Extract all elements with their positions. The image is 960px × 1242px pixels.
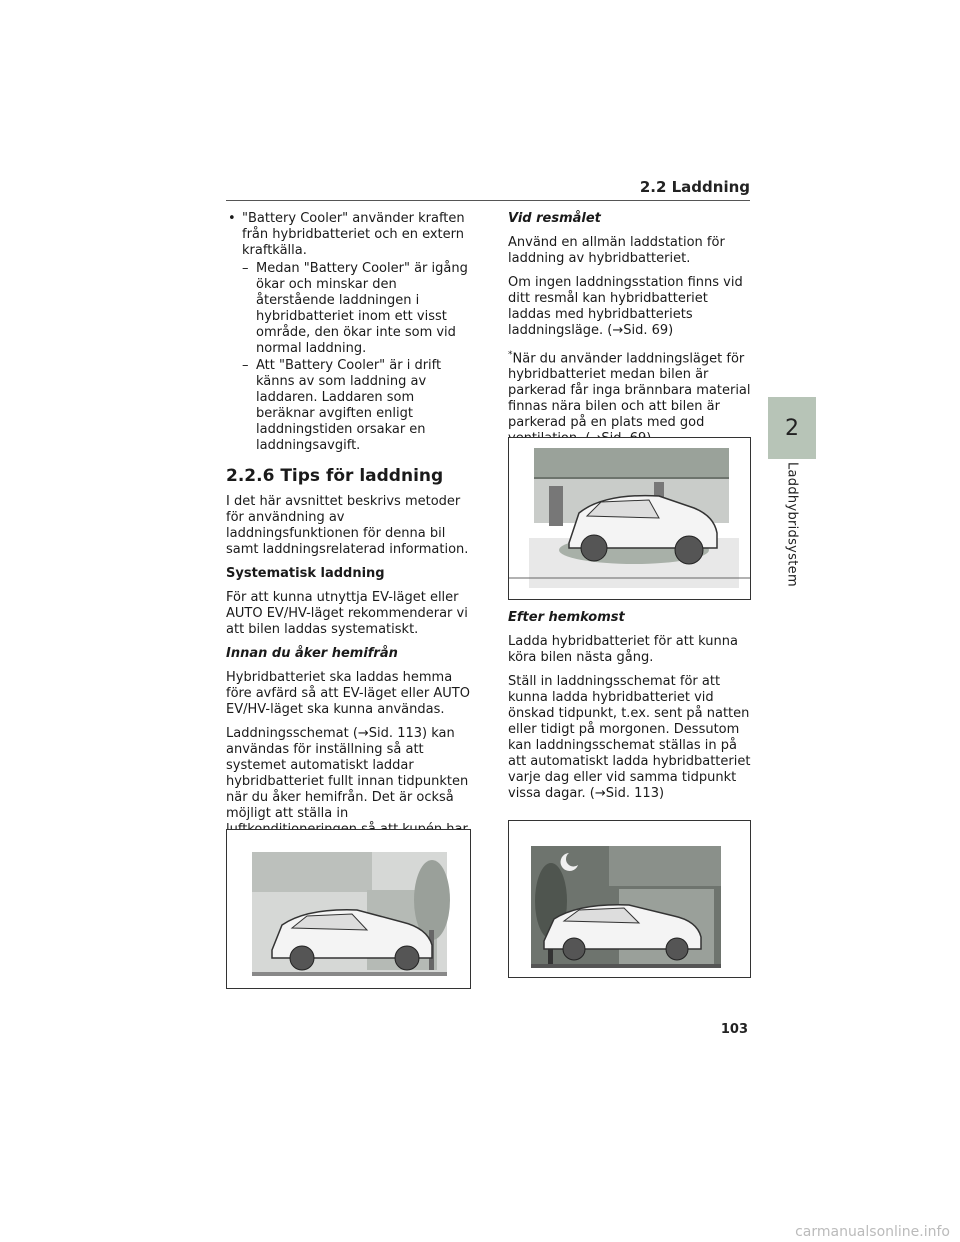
destination-paragraph-1: Använd en allmän laddstation för laddning av hybridbatteriet. xyxy=(508,235,725,266)
chapter-tab: 2 xyxy=(768,397,816,459)
dash-item-2: – Att "Battery Cooler" är i drift känns av som laddning av laddaren. Laddaren som beräknar avgiften enligt laddningstiden orsakar en laddningsavgift. xyxy=(226,358,474,454)
systematic-paragraph: För att kunna utnyttja EV-läget eller AUTO EV/HV-läget rekommenderar vi att bilen laddas systematiskt. xyxy=(226,590,468,637)
after-home-paragraph-2: Ställ in laddningsschemat för att kunna ladda hybridbatteriet vid önskad tidpunkt, t.ex. sent på natten eller tidigt på morgonen. Dessutom kan laddningsschemat ställas in på att automatiskt ladda hybridbatteriet varje dag eller vid samma tidpunkt vissa dagar. (→Sid. 113) xyxy=(508,674,751,801)
systematic-heading: Systematisk laddning xyxy=(226,566,385,581)
after-home-paragraph-1: Ladda hybridbatteriet för att kunna köra bilen nästa gång. xyxy=(508,634,738,665)
figure-home-day xyxy=(226,829,471,989)
footnote-text: När du använder laddningsläget för hybridbatteriet medan bilen är parkerad får inga brännbara material finnas nära bilen och att bilen är parkerad på en plats med god xyxy=(508,351,751,431)
before-leaving-paragraph-1: Hybridbatteriet ska laddas hemma före avfärd så att EV-läget eller AUTO EV/HV-läget ska kunna användas. xyxy=(226,670,470,717)
page-number: 103 xyxy=(720,1022,748,1037)
header-rule xyxy=(226,200,750,201)
figure-charging-station xyxy=(508,437,751,600)
after-home-heading: Efter hemkomst xyxy=(508,610,625,625)
dash-item-1: – Medan "Battery Cooler" är igång ökar och minskar den återstående laddningen i hybridbatteriet inom ett visst område, den ökar inte som vid normal laddning. xyxy=(226,261,474,357)
before-leaving-heading: Innan du åker hemifrån xyxy=(226,646,398,661)
bullet-battery-cooler: • "Battery Cooler" använder kraften från hybridbatteriet och en extern kraftkälla. xyxy=(226,211,474,259)
right-column-lower xyxy=(508,610,752,810)
chapter-label xyxy=(768,462,816,592)
destination-paragraph-2: Om ingen laddningsstation finns vid ditt resmål kan hybridbatteriet laddas med hybridbatteriets laddningsläge. (→Sid. 69) xyxy=(508,275,743,338)
chapter-label-text: Laddhybridsystem xyxy=(784,462,800,587)
section-title: 2.2.6 Tips för laddning xyxy=(226,466,444,486)
home-day-illustration xyxy=(227,830,470,988)
intro-paragraph: I det här avsnittet beskrivs metoder för användning av laddningsfunktionen för denna bil samt laddningsrelaterad information. xyxy=(226,494,469,557)
figure-home-night xyxy=(508,820,751,978)
charger-pillar-icon xyxy=(549,486,563,526)
destination-heading: Vid resmålet xyxy=(508,211,601,226)
charging-station-illustration xyxy=(509,438,750,599)
right-column xyxy=(508,211,752,455)
left-column xyxy=(226,211,474,878)
footnote-mark: * xyxy=(508,350,513,360)
section-header: 2.2 Laddning xyxy=(639,178,750,196)
footnote xyxy=(508,347,752,447)
home-night-illustration xyxy=(509,821,750,977)
before-leaving-paragraph-2: Laddningsschemat (→Sid. 113) kan användas för inställning så att systemet automatiskt laddar hybridbatteriet fullt innan tidpunkten när du åker hemifrån. Det är också möjligt att ställa in xyxy=(226,726,469,821)
watermark: carmanualsonline.info xyxy=(795,1224,950,1240)
